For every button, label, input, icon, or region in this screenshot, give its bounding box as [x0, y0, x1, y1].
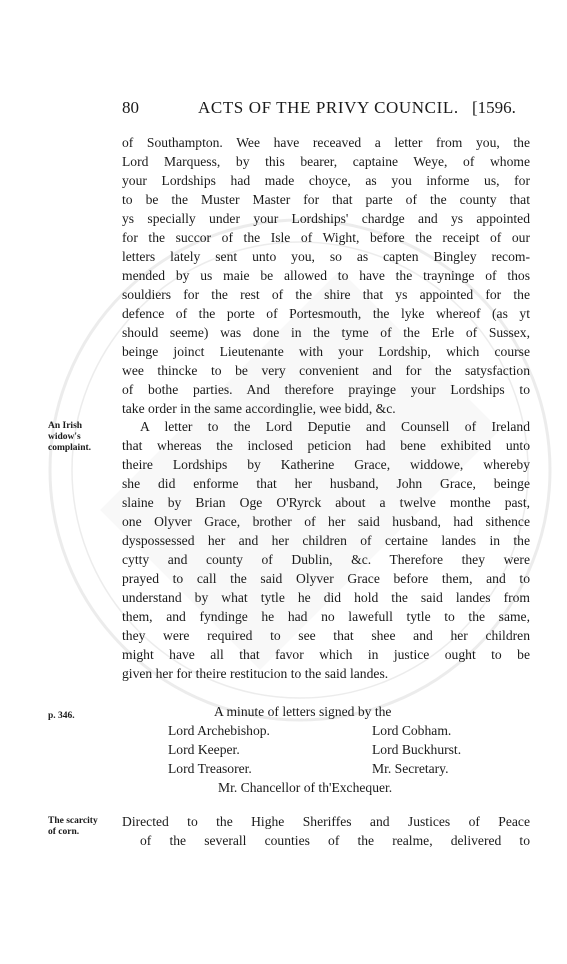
text-line: for the succor of the Isle of Wight, before the receipt of our — [122, 230, 530, 245]
text-line: they were required to see that shee and her children — [122, 628, 530, 643]
text-line: mended by us maie be allowed to have the trayninge of thos — [122, 268, 530, 283]
signer-right: Lord Buckhurst. — [372, 742, 462, 757]
minute-heading: A minute of letters signed by the — [214, 704, 392, 719]
margin-note-scarcity-corn: The scarcity of corn. — [48, 816, 98, 837]
signer-chancellor: Mr. Chancellor of th'Exchequer. — [218, 780, 393, 795]
text-line: understand by what tytle he did hold the said landes from — [122, 590, 530, 605]
text-line: cytty and county of Dublin, &c. Therefore they were — [122, 552, 530, 567]
text-line: Directed to the Highe Sheriffes and Justices of Peace — [122, 814, 530, 829]
text-line: theire Lordships by Katherine Grace, widdowe, whereby — [122, 457, 530, 472]
text-line: souldiers for the rest of the shire that ys appointed for the — [122, 287, 530, 302]
signer-left: Lord Treasorer. — [168, 761, 252, 776]
text-line: Lord Marquess, by this bearer, captaine Weye, of whome — [122, 154, 530, 169]
text-line: slaine by Brian Oge O'Ryrck about a twelve monthe past, — [122, 495, 530, 510]
text-line: them, and fyndinge he had no lawefull tytle to the same, — [122, 609, 530, 624]
text-line: of the severall counties of the realme, delivered to — [140, 833, 530, 848]
text-line: should seeme) was done in the tyme of the Erle of Sussex, — [122, 325, 530, 340]
text-line: that whereas the inclosed peticion had bene exhibited unto — [122, 438, 530, 453]
text-line: to be the Muster Master for that parte of the county that — [122, 192, 530, 207]
text-line: one Olyver Grace, brother of her said husband, had sithence — [122, 514, 530, 529]
signer-right: Lord Cobham. — [372, 723, 452, 738]
text-line: letters lately sent unto you, so as capten Bingley recom- — [122, 249, 530, 264]
running-title: ACTS OF THE PRIVY COUNCIL. — [198, 98, 459, 117]
signer-right: Mr. Secretary. — [372, 761, 449, 776]
paragraph-sheriffs — [122, 812, 530, 850]
signer-left: Lord Archebishop. — [168, 723, 270, 738]
text-line: she did enforme that her husband, John Grace, beinge — [122, 476, 530, 491]
text-line: of Southampton. Wee have receaved a letter from you, the — [122, 135, 530, 150]
text-line: given her for theire restitucion to the said landes. — [122, 666, 389, 681]
text-line: A letter to the Lord Deputie and Counsell of Ireland — [140, 419, 530, 434]
text-line: ys specially under your Lordships' chardge and ys appointed — [122, 211, 530, 226]
margin-note-irish-widow: An Irish widow's complaint. — [48, 421, 92, 453]
page-number: 80 — [122, 98, 139, 117]
text-line: prayed to call the said Olyver Grace before them, and to — [122, 571, 530, 586]
text-line: dyspossessed her and her children of certaine landes in the — [122, 533, 530, 548]
text-line: your Lordships had made choyce, as you informe us, for — [122, 173, 530, 188]
text-line: take order in the same accordinglie, wee bidd, &c. — [122, 401, 396, 416]
text-line: wee thincke to be very convenient and for the satysfaction — [122, 363, 530, 378]
paragraph-irish-letter — [122, 417, 530, 683]
running-header — [0, 98, 567, 122]
text-line: defence of the porte of Portesmouth, the lyke whereof (as yt — [122, 306, 530, 321]
margin-note-page-ref: p. 346. — [48, 711, 75, 721]
year-marker: [1596. — [472, 98, 516, 117]
text-line: beinge joinct Lieutenante with your Lordship, which course — [122, 344, 530, 359]
text-line: might have all that favor which in justice ought to be — [122, 647, 530, 662]
text-line: of bothe parties. And therefore prayinge your Lordships to — [122, 382, 530, 397]
paragraph-southampton — [122, 133, 530, 418]
signer-left: Lord Keeper. — [168, 742, 240, 757]
